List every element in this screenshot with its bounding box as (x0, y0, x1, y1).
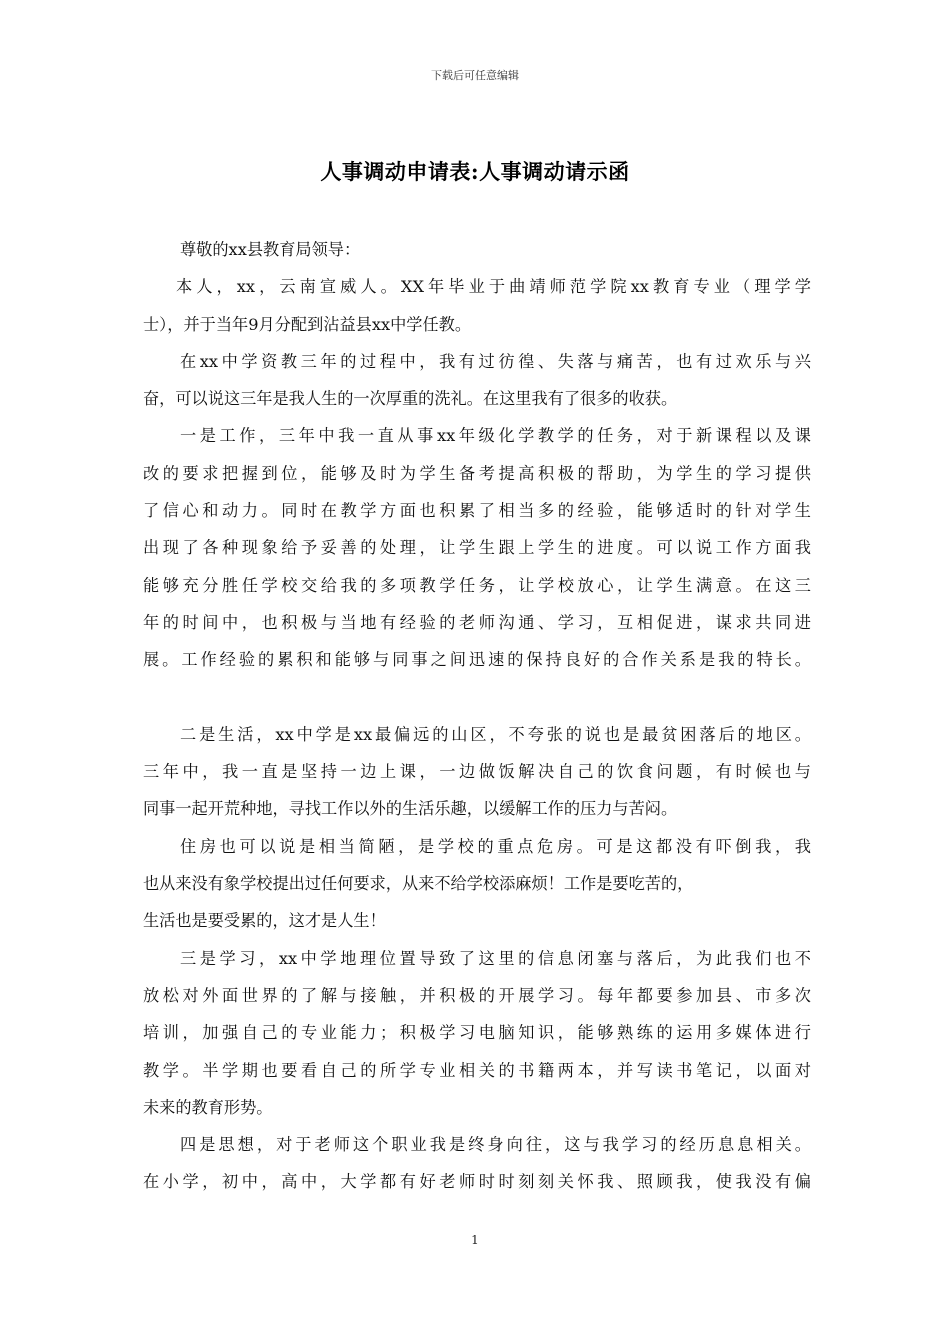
paragraph-line: 未来的教育形势。 (143, 1097, 273, 1117)
document-title: 人事调动申请表:人事调动请示函 (320, 159, 630, 184)
paragraph-line: 出现了各种现象给予妥善的处理，让学生跟上学生的进度。可以说工作方面我 (143, 538, 811, 558)
paragraph-line: 三是学习，xx中学地理位置导致了这里的信息闭塞与落后，为此我们也不 (180, 948, 811, 968)
paragraph-line: 改的要求把握到位，能够及时为学生备考提高积极的帮助，为学生的学习提供 (143, 463, 811, 483)
paragraph-line: 一是工作，三年中我一直从事xx年级化学教学的任务，对于新课程以及课 (180, 426, 811, 446)
salutation: 尊敬的xx县教育局领导： (180, 240, 361, 259)
paragraph-line: 二是生活，xx中学是xx最偏远的山区，不夸张的说也是最贫困落后的地区。 (180, 724, 811, 744)
paragraph-line: 生活也是要受累的，这才是人生！ (143, 911, 386, 931)
paragraph-line: 了信心和动力。同时在教学方面也积累了相当多的经验，能够适时的针对学生 (143, 501, 811, 521)
paragraph-line: 能够充分胜任学校交给我的多项教学任务，让学校放心，让学生满意。在这三 (143, 575, 811, 595)
paragraph-line: 同事一起开荒种地，寻找工作以外的生活乐趣，以缓解工作的压力与苦闷。 (143, 799, 678, 819)
paragraph-line: 在小学，初中，高中，大学都有好老师时时刻刻关怀我、照顾我，使我没有偏 (143, 1172, 811, 1192)
paragraph-line: 住房也可以说是相当简陋，是学校的重点危房。可是这都没有吓倒我，我 (180, 836, 811, 856)
paragraph-line: 奋，可以说这三年是我人生的一次厚重的洗礼。在这里我有了很多的收获。 (143, 389, 678, 409)
paragraph-line: 也从来没有象学校提出过任何要求，从来不给学校添麻烦！工作是要吃苦的， (143, 874, 694, 894)
paragraph-line: 士），并于当年9月分配到沾益县xx中学任教。 (143, 314, 472, 334)
page-number: 1 (471, 1233, 479, 1247)
paragraph-line: 展。工作经验的累积和能够与同事之间迅速的保持良好的合作关系是我的特长。 (143, 650, 811, 670)
paragraph-line: 本人，xx，云南宣威人。XX年毕业于曲靖师范学院xx教育专业（理学学 (176, 277, 811, 297)
paragraph-gap (143, 679, 811, 716)
paragraph-line: 年的时间中，也积极与当地有经验的老师沟通、学习，互相促进，谋求共同进 (143, 612, 811, 632)
paragraph-line: 在xx中学资教三年的过程中，我有过彷徨、失落与痛苦，也有过欢乐与兴 (180, 351, 811, 371)
paragraph-line: 三年中，我一直是坚持一边上课，一边做饭解决自己的饮食问题，有时候也与 (143, 762, 811, 782)
paragraph-line: 放松对外面世界的了解与接触，并积极的开展学习。每年都要参加县、市多次 (143, 985, 811, 1005)
paragraph-line: 培训，加强自己的专业能力；积极学习电脑知识，能够熟练的运用多媒体进行 (143, 1023, 811, 1043)
paragraph-line: 教学。半学期也要看自己的所学专业相关的书籍两本，并写读书笔记，以面对 (143, 1060, 811, 1080)
page-header: 下载后可任意编辑 (431, 69, 519, 82)
document-body (143, 231, 811, 1201)
paragraph-line: 四是思想，对于老师这个职业我是终身向往，这与我学习的经历息息相关。 (180, 1135, 811, 1155)
